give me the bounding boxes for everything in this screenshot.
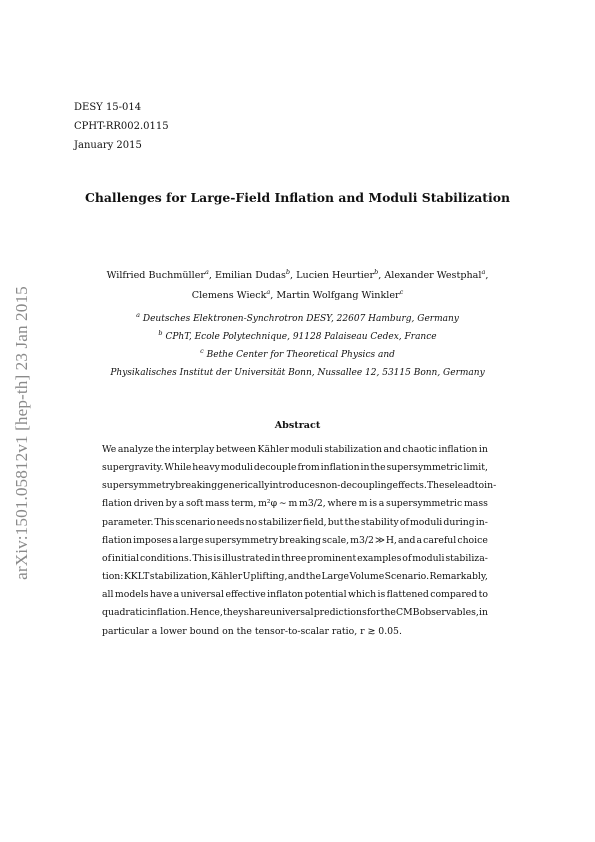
abstract-word: of bbox=[399, 516, 409, 528]
abstract-word: mass bbox=[463, 498, 488, 510]
abstract-word: quadratic bbox=[102, 607, 148, 619]
abstract-word: While bbox=[164, 462, 192, 474]
author-name: Lucien Heurtier bbox=[296, 270, 375, 281]
author-separator: , bbox=[485, 270, 489, 281]
abstract-word: choice bbox=[457, 534, 488, 546]
abstract-line bbox=[102, 514, 488, 532]
author-list bbox=[0, 266, 595, 306]
abstract-word: which bbox=[347, 589, 377, 601]
abstract-word: the bbox=[155, 444, 171, 455]
abstract-word: in- bbox=[475, 516, 488, 528]
abstract-line bbox=[102, 441, 488, 459]
affiliation bbox=[0, 310, 595, 328]
abstract-word: ∼ bbox=[278, 498, 287, 510]
abstract-word: stabilization, bbox=[149, 571, 211, 583]
abstract-word: stability bbox=[360, 516, 399, 528]
abstract-line bbox=[102, 550, 488, 568]
abstract-word: and bbox=[287, 571, 306, 583]
abstract-word: but bbox=[327, 516, 344, 528]
abstract-word: careful bbox=[423, 534, 457, 546]
author-line bbox=[0, 286, 595, 306]
abstract-word: limit, bbox=[463, 462, 488, 474]
abstract-line bbox=[102, 495, 488, 513]
abstract-word: m3/2, bbox=[299, 498, 326, 510]
abstract-word: the bbox=[370, 462, 386, 474]
abstract-word: stabilizer bbox=[258, 516, 302, 528]
abstract-word: non-decoupling bbox=[319, 480, 393, 492]
affiliation-mark: a bbox=[481, 268, 486, 276]
abstract-word: all bbox=[102, 589, 114, 601]
abstract-word: where bbox=[327, 498, 357, 510]
abstract-word: supersymmetry bbox=[102, 480, 176, 492]
abstract-word: observables, bbox=[419, 607, 479, 619]
abstract-word: These bbox=[426, 480, 455, 492]
abstract-word: inflation bbox=[320, 462, 360, 474]
abstract-word: field, bbox=[303, 516, 327, 528]
abstract-word: Hence, bbox=[189, 607, 223, 619]
arxiv-identifier: arXiv:1501.05812v1 [hep-th] 23 Jan 2015 bbox=[12, 286, 31, 580]
affiliation-mark: b bbox=[158, 329, 163, 337]
abstract-word: between bbox=[215, 444, 256, 455]
abstract-word: Remarkably, bbox=[429, 571, 488, 583]
abstract-word: by bbox=[165, 498, 177, 510]
affiliation bbox=[0, 364, 595, 382]
affiliation bbox=[0, 328, 595, 346]
abstract-word: moduli bbox=[220, 462, 254, 474]
abstract-word: initial bbox=[111, 552, 140, 564]
abstract-word: they bbox=[223, 607, 244, 619]
abstract-word: generically bbox=[217, 480, 270, 492]
author-name: Clemens Wieck bbox=[191, 290, 267, 301]
abstract-word: KKLT bbox=[123, 571, 150, 583]
abstract-word: in bbox=[478, 607, 488, 619]
abstract-word: We bbox=[102, 444, 117, 455]
abstract-word: effects. bbox=[392, 480, 427, 492]
abstract-word: to bbox=[478, 589, 488, 601]
abstract-word: moduli bbox=[409, 516, 443, 528]
author-separator: , bbox=[270, 290, 277, 301]
author-line bbox=[0, 266, 595, 286]
abstract-word: flattened bbox=[386, 589, 429, 601]
abstract-line-text bbox=[102, 514, 488, 532]
abstract-word: supersymmetry bbox=[204, 534, 278, 546]
abstract-word: illustrated bbox=[221, 552, 271, 564]
abstract-word: m bbox=[288, 498, 298, 510]
abstract-word: the bbox=[305, 571, 322, 583]
abstract-word: This bbox=[192, 552, 213, 564]
abstract-word: supersymmetric bbox=[386, 462, 463, 474]
author-name: Emilian Dudas bbox=[214, 270, 286, 281]
abstract-word: lead bbox=[454, 480, 475, 492]
abstract-word: a bbox=[172, 534, 179, 546]
abstract-word: predictions bbox=[313, 607, 367, 619]
abstract-word: driven bbox=[133, 498, 164, 510]
abstract-heading: Abstract bbox=[274, 420, 321, 431]
author-name: Wilfried Buchmüller bbox=[106, 270, 205, 281]
affiliation-mark: a bbox=[266, 288, 271, 296]
abstract-line bbox=[102, 623, 488, 641]
abstract-word: prominent bbox=[307, 552, 357, 564]
abstract-line-text bbox=[102, 495, 488, 513]
abstract-word: needs bbox=[216, 516, 245, 528]
abstract-word: is bbox=[377, 589, 386, 601]
abstract-word: stabiliza- bbox=[445, 552, 488, 564]
affiliation-mark: b bbox=[374, 268, 379, 276]
abstract-word: scenario bbox=[175, 516, 216, 528]
abstract-word: mass bbox=[205, 498, 230, 510]
abstract-word: potential bbox=[304, 589, 347, 601]
abstract-word: m bbox=[358, 498, 368, 510]
abstract-word: have bbox=[149, 589, 173, 601]
abstract-word: parameter. bbox=[102, 516, 154, 528]
abstract-word: Kähler bbox=[257, 444, 289, 455]
abstract-word: inflaton bbox=[267, 589, 304, 601]
paper-title: Challenges for Large-Field Inflation and Moduli Stabilization bbox=[84, 190, 510, 205]
affiliation-mark: b bbox=[285, 268, 291, 276]
abstract-word: moduli bbox=[412, 552, 445, 564]
abstract-word: the bbox=[344, 516, 360, 528]
abstract-line bbox=[102, 568, 488, 586]
abstract-line bbox=[102, 477, 497, 495]
abstract-word: ≫ bbox=[375, 534, 385, 546]
abstract-word: moduli bbox=[290, 444, 323, 455]
abstract-word: chaotic bbox=[402, 444, 437, 455]
preprint-info bbox=[74, 98, 169, 155]
abstract-word: breaking bbox=[279, 534, 322, 546]
abstract-word: three bbox=[281, 552, 307, 564]
affiliation-text: Bethe Center for Theoretical Physics and bbox=[206, 350, 395, 360]
abstract-word: H, bbox=[385, 534, 397, 546]
abstract-word: of bbox=[402, 552, 412, 564]
arxiv-stamp bbox=[11, 268, 33, 598]
abstract-word: Scenario. bbox=[384, 571, 430, 583]
abstract-word: breaking bbox=[175, 480, 218, 492]
author-separator: , bbox=[378, 270, 385, 281]
abstract-word: during bbox=[443, 516, 475, 528]
abstract-line-text bbox=[102, 550, 488, 568]
abstract-word: share bbox=[243, 607, 270, 619]
affiliation-list bbox=[0, 310, 595, 382]
abstract-word: flation bbox=[102, 498, 133, 510]
abstract-word: in bbox=[478, 444, 488, 455]
abstract-word: a bbox=[178, 498, 185, 510]
abstract-word: universal bbox=[270, 607, 314, 619]
abstract-line bbox=[102, 586, 488, 604]
abstract-word: stabilization bbox=[324, 444, 382, 455]
abstract-line-text bbox=[102, 532, 488, 550]
abstract-word: inflation. bbox=[147, 607, 190, 619]
abstract-word: supergravity. bbox=[102, 462, 164, 474]
abstract-word: and bbox=[397, 534, 416, 546]
abstract-word: the bbox=[380, 607, 396, 619]
abstract-word: interplay bbox=[171, 444, 215, 455]
abstract-line bbox=[102, 532, 488, 550]
abstract-word: to bbox=[474, 480, 485, 492]
abstract-word: examples bbox=[357, 552, 402, 564]
preprint-date: January 2015 bbox=[74, 140, 142, 151]
abstract-line bbox=[102, 604, 488, 622]
abstract-word: Volume bbox=[349, 571, 385, 583]
abstract-word: CMB bbox=[395, 607, 420, 619]
abstract-word: in bbox=[360, 462, 370, 474]
abstract-word: Large bbox=[321, 571, 350, 583]
abstract-word: in- bbox=[484, 480, 497, 492]
abstract-line-text bbox=[102, 477, 497, 495]
affiliation-text: Physikalisches Institut der Universität Bonn, Nussallee 12, 53115 Bonn, Germany bbox=[110, 368, 485, 378]
abstract-word: in bbox=[271, 552, 281, 564]
abstract-word: supersymmetric bbox=[386, 498, 463, 510]
abstract-word: no bbox=[245, 516, 258, 528]
affiliation-text: CPhT, Ecole Polytechnique, 91128 Palaiseau Cedex, France bbox=[165, 332, 437, 342]
affiliation bbox=[0, 346, 595, 364]
abstract-word: analyze bbox=[117, 444, 154, 455]
abstract-word: inflation bbox=[438, 444, 478, 455]
abstract-word: soft bbox=[185, 498, 204, 510]
affiliation-text: Deutsches Elektronen-Synchrotron DESY, 22607 Hamburg, Germany bbox=[142, 314, 459, 324]
author-name: Alexander Westphal bbox=[384, 270, 482, 281]
abstract-word: term, bbox=[230, 498, 257, 510]
abstract-word: heavy bbox=[192, 462, 220, 474]
abstract-word: for bbox=[366, 607, 381, 619]
affiliation-mark: c bbox=[399, 288, 404, 296]
abstract-body bbox=[102, 441, 497, 641]
abstract-word: large bbox=[179, 534, 204, 546]
abstract-word: tion: bbox=[102, 571, 124, 583]
abstract-word: decouple bbox=[253, 462, 297, 474]
abstract-line-text bbox=[102, 441, 488, 459]
abstract-word: is bbox=[369, 498, 377, 510]
abstract-line-text bbox=[102, 586, 488, 604]
report-number-desy: DESY 15-014 bbox=[74, 102, 142, 113]
affiliation-mark: a bbox=[136, 311, 141, 319]
abstract-word: m3/2 bbox=[350, 534, 374, 546]
abstract-word: universal bbox=[180, 589, 225, 601]
abstract-word: and bbox=[383, 444, 401, 455]
affiliation-mark: c bbox=[200, 347, 204, 355]
abstract-word: imposes bbox=[133, 534, 172, 546]
abstract-word: compared bbox=[430, 589, 478, 601]
abstract-word: from bbox=[297, 462, 320, 474]
abstract-word: This bbox=[154, 516, 175, 528]
abstract-word: of bbox=[102, 552, 112, 564]
report-number-cpht: CPHT-RR002.0115 bbox=[74, 121, 169, 132]
abstract-line-text bbox=[102, 568, 488, 586]
abstract-line bbox=[102, 459, 488, 477]
abstract-word: a bbox=[378, 498, 385, 510]
abstract-word: Uplifting, bbox=[242, 571, 288, 583]
affiliation-mark: a bbox=[204, 268, 209, 276]
author-separator: , bbox=[208, 270, 215, 281]
abstract-word: is bbox=[213, 552, 222, 564]
abstract-word: m²φ bbox=[258, 498, 278, 510]
abstract-line-text bbox=[102, 459, 488, 477]
abstract-word: Kähler bbox=[210, 571, 243, 583]
author-separator: , bbox=[290, 270, 297, 281]
abstract-word: flation bbox=[102, 534, 133, 546]
abstract-word: a bbox=[173, 589, 180, 601]
abstract-line-text bbox=[102, 604, 488, 622]
abstract-word: a bbox=[416, 534, 423, 546]
abstract-line-text: particular a lower bound on the tensor-to-scalar ratio, r ≳ 0.05. bbox=[102, 625, 402, 637]
abstract-word: models bbox=[114, 589, 149, 601]
abstract-word: effective bbox=[225, 589, 266, 601]
abstract-word: conditions. bbox=[139, 552, 192, 564]
abstract-word: scale, bbox=[322, 534, 350, 546]
abstract-word: introduces bbox=[269, 480, 320, 492]
author-name: Martin Wolfgang Winkler bbox=[276, 290, 400, 301]
